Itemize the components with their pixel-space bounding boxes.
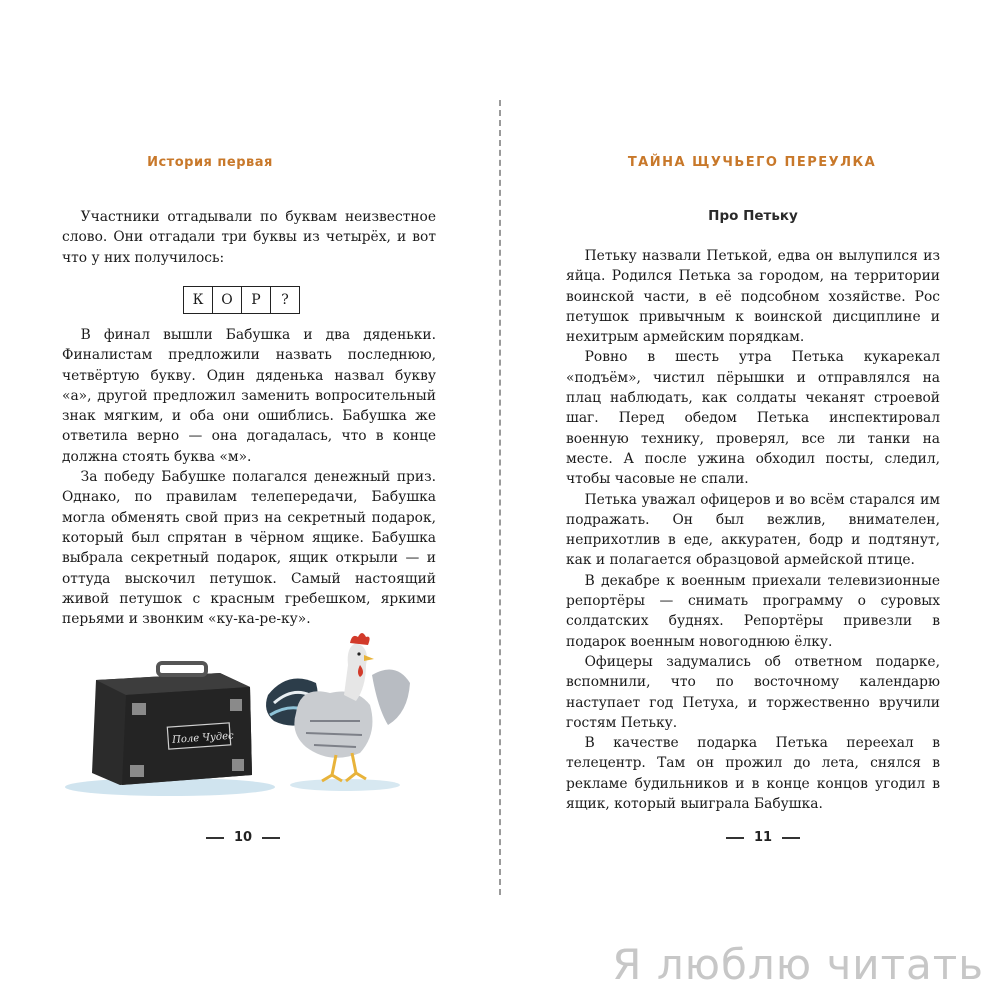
dash: [206, 837, 224, 839]
paragraph: В финал вышли Бабушка и два дяденьки. Финалистам предложили назвать последнюю, четвёртую букву. Один дяденька назвал букву «а», другой предложил заменить вопросительный знак мягким, и оба они ошиблись. Бабушка же ответила верно — она догадалась, что в конце должна стоять буква «м».: [62, 327, 436, 465]
body-text-left: [62, 325, 436, 629]
paragraph: Ровно в шесть утра Петька кукарекал «подъём», чистил пёрышки и отправлялся на плац наблюдать, как солдаты чеканят строевой шаг. Перед обедом Петька инспектировал военную технику, проверял, все ли танки на месте. А после ужина обходил посты, следил, чтобы часовые не спали.: [566, 349, 940, 488]
dash: [782, 837, 800, 839]
paragraph: В качестве подарка Петька переехал в телецентр. Там он прожил до лета, снялся в рекламе будильников и в конце концов угодил в ящик, который выиграла Бабушка.: [566, 735, 940, 813]
running-head-right: ТАЙНА ЩУЧЬЕГО ПЕРЕУЛКА: [627, 155, 877, 170]
letter-box: ?: [270, 286, 300, 314]
dash: [726, 837, 744, 839]
watermark: Я люблю читать: [612, 940, 984, 989]
paragraph: Участники отгадывали по буквам неизвестное слово. Они отгадали три буквы из четырёх, и вот что у них получилось:: [62, 209, 436, 266]
page-number: 10: [234, 830, 253, 845]
paragraph: Офицеры задумались об ответном подарке, вспомнили, что по восточному календарю наступает год Петуха, и торжественно вручили гостям Петьку.: [566, 653, 940, 731]
box-and-rooster-illustration: [60, 625, 420, 800]
paragraph: Петьку назвали Петькой, едва он вылупился из яйца. Родился Петька за городом, на территории воинской части, в её подсобном хозяйстве. Рос петушок привычным к воинской дисциплине и нехитрым армейским порядкам.: [566, 248, 940, 346]
intro-text: [62, 207, 436, 268]
box-label: Поле Чудес: [171, 730, 235, 746]
body-text-right: [566, 246, 940, 814]
left-page: [0, 0, 498, 900]
letter-boxes: [184, 286, 300, 314]
paragraph: За победу Бабушке полагался денежный приз. Однако, по правилам телепередачи, Бабушка могла обменять свой приз на секретный подарок, который был спрятан в чёрном ящике. Бабушка выбрала секретный подарок, ящик открыли — и оттуда выскочил петушок. Самый настоящий живой петушок с красным гребешком, яркими перьями и звонким «ку-ка-ре-ку».: [62, 469, 436, 628]
page-number-right: [716, 830, 810, 845]
letter-box: Р: [241, 286, 271, 314]
page-number-left: [196, 830, 290, 845]
black-box: [92, 663, 252, 785]
rooster-icon: [266, 633, 410, 781]
right-page: [502, 0, 1000, 900]
dash: [262, 837, 280, 839]
letter-box: О: [212, 286, 242, 314]
letter-box: К: [183, 286, 213, 314]
page-number: 11: [754, 830, 773, 845]
page-divider: [499, 100, 501, 895]
running-head-left: История первая: [147, 155, 273, 170]
paragraph: В декабре к военным приехали телевизионные репортёры — снимать программу о суровых солдатских буднях. Репортёры привезли в подарок военным новогоднюю ёлку.: [566, 572, 940, 650]
paragraph: Петька уважал офицеров и во всём старался им подражать. Он был вежлив, внимателен, неприхотлив в еде, аккуратен, бодр и подтянут, как и полагается образцовой армейской птице.: [566, 491, 940, 569]
chapter-title: Про Петьку: [708, 208, 798, 224]
